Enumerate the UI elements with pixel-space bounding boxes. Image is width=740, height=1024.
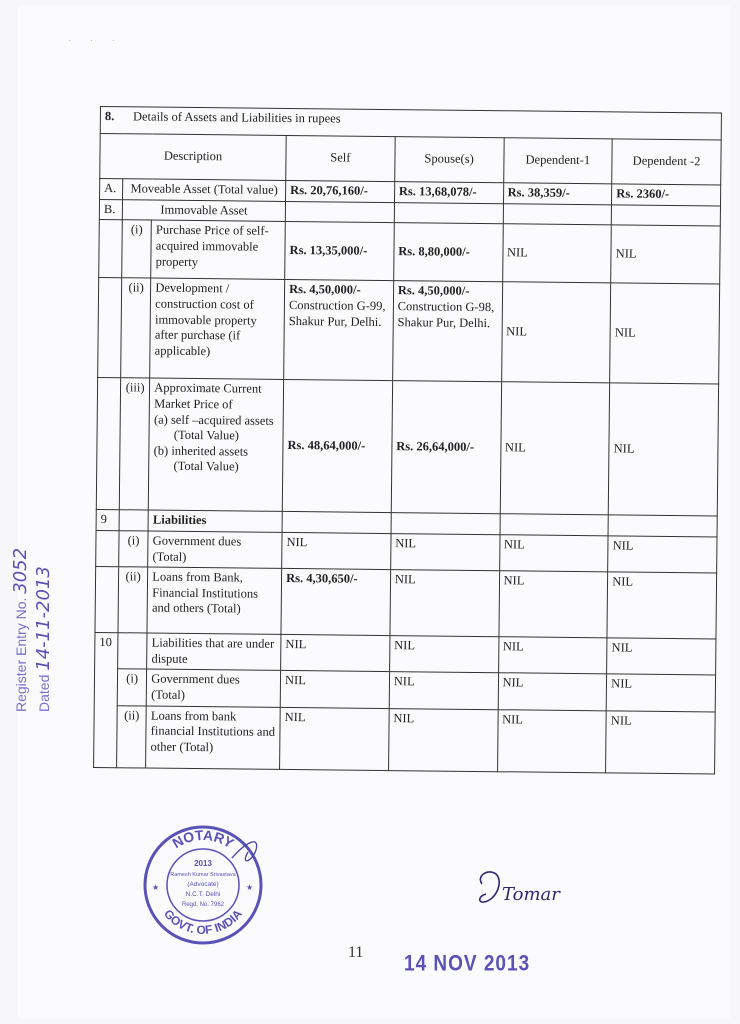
liabilities-row-loans (95, 567, 717, 639)
loans-spouse: NIL (390, 570, 499, 637)
svg-text:Tomar: Tomar (502, 884, 560, 905)
market-price-item-a-total: (Total Value) (173, 427, 240, 443)
disputed-spouse: NIL (389, 636, 498, 673)
disputed-gov-spouse: NIL (389, 672, 498, 709)
moveable-spouse: Rs. 13,68,078/- (394, 182, 503, 204)
header-row (100, 134, 721, 186)
notary-place: N.C.T. Delhi (185, 891, 221, 898)
row-description: Government dues (Total) (146, 669, 280, 707)
purchase-self: Rs. 13,35,000/- (285, 222, 394, 281)
row-sub-label: (i) (122, 220, 152, 278)
row-description: Loans from Bank, Financial Institutions and others (Total) (147, 567, 281, 634)
liabilities-title: Liabilities (148, 510, 282, 532)
moveable-self: Rs. 20,76,160/- (286, 180, 395, 202)
notary-name: Ramesh Kumar Srivastava (170, 872, 236, 878)
disputed-loans-dependent-1: NIL (497, 709, 606, 772)
register-entry-stamp (10, 548, 55, 712)
development-self-amount: Rs. 4,50,000/- (289, 282, 361, 297)
notary-top-text: NOTARY (169, 826, 237, 852)
gov-dues-self: NIL (282, 532, 391, 569)
notary-year: 2013 (194, 859, 212, 868)
market-price-description (149, 378, 284, 511)
immovable-row-purchase (99, 220, 721, 284)
purchase-dependent-2: NIL (611, 225, 720, 284)
development-spouse (392, 281, 502, 382)
header-dependent-2: Dependent -2 (612, 139, 721, 185)
immovable-description: Immovable Asset (122, 199, 285, 221)
disputed-number: 10 (94, 633, 118, 768)
development-dependent-1: NIL (501, 282, 611, 383)
disputed-dependent-2: NIL (607, 638, 716, 675)
purchase-spouse: Rs. 8,80,000/- (393, 223, 502, 282)
row-sub-label: (ii) (121, 278, 151, 378)
disputed-gov-self: NIL (280, 671, 389, 708)
liabilities-number: 9 (96, 510, 119, 531)
register-dated-value: 14-11-2013 (32, 566, 54, 671)
development-self (284, 280, 394, 381)
moveable-dependent-2: Rs. 2360/- (612, 184, 721, 206)
star-icon: ★ (246, 883, 254, 892)
disputed-loans-spouse: NIL (388, 708, 497, 771)
market-price-dependent-2: NIL (608, 383, 718, 516)
immovable-row-development (98, 278, 720, 384)
signature (474, 866, 586, 916)
row-sub-label: (i) (119, 531, 149, 568)
disputed-gov-dependent-2: NIL (606, 674, 715, 711)
row-sub-label: (iii) (119, 378, 150, 510)
development-spouse-amount: Rs. 4,50,000/- (397, 283, 470, 299)
development-dependent-2: NIL (610, 283, 720, 384)
disputed-self: NIL (281, 635, 390, 672)
loans-dependent-2: NIL (607, 572, 716, 639)
market-price-item-b: (b) inherited assets (153, 443, 249, 459)
star-icon: ★ (152, 883, 160, 892)
scan-specks: · · · (68, 36, 123, 47)
disputed-dependent-1: NIL (498, 637, 607, 674)
market-price-item-b-total: (Total Value) (173, 459, 239, 474)
purchase-dependent-1: NIL (502, 224, 611, 283)
header-self: Self (286, 135, 395, 181)
gov-dues-dependent-2: NIL (608, 536, 717, 573)
row-sub-label: (ii) (118, 567, 148, 633)
assets-table-sheet (93, 106, 722, 774)
moveable-label: A. (100, 179, 123, 200)
notary-bottom-text: GOVT. OF INDIA (160, 906, 246, 938)
row-sub-label: (i) (117, 669, 147, 706)
development-spouse-note: Construction G-98, Shakur Pur, Delhi. (397, 299, 495, 330)
moveable-dependent-1: Rs. 38,359/- (503, 183, 612, 205)
row-sub-label (118, 633, 148, 670)
header-spouse: Spouse(s) (395, 137, 504, 183)
disputed-gov-dependent-1: NIL (498, 673, 607, 710)
assets-liabilities-table (93, 106, 722, 774)
market-price-spouse: Rs. 26,64,000/- (391, 381, 501, 514)
disputed-loans-self: NIL (280, 707, 389, 770)
gov-dues-spouse: NIL (390, 533, 499, 570)
market-price-dependent-1: NIL (500, 382, 610, 515)
document-page (18, 6, 730, 1018)
header-dependent-1: Dependent-1 (503, 138, 612, 184)
row-description: Development / construction cost of immovable property after purchase (if applicable) (150, 278, 285, 379)
market-price-self: Rs. 48,64,000/- (282, 380, 392, 513)
disputed-loans-dependent-2: NIL (606, 710, 715, 773)
register-entry-value: 3052 (10, 547, 31, 594)
loans-self: Rs. 4,30,650/- (281, 569, 390, 636)
page-mark: 11 (348, 944, 364, 961)
register-dated-label: Dated (35, 674, 52, 712)
section-number: 8. (104, 109, 115, 124)
immovable-label: B. (99, 199, 122, 220)
disputed-row-loans (94, 705, 716, 773)
row-sub-label: (ii) (117, 705, 147, 767)
register-entry-label: Register Entry No. (13, 597, 29, 712)
notary-regd: Regd. No. 7962 (181, 902, 225, 908)
gov-dues-dependent-1: NIL (499, 535, 608, 572)
development-self-note: Construction G-99, Shakur Pur, Delhi. (288, 297, 386, 329)
section-title: Details of Assets and Liabilities in rupees (132, 109, 341, 126)
row-description: Loans from bank financial Institutions and other (Total) (146, 706, 280, 769)
notary-seal (140, 822, 266, 948)
loans-dependent-1: NIL (498, 571, 607, 638)
row-description: Purchase Price of self-acquired immovable property (151, 220, 285, 279)
date-stamp: 14 NOV 2013 (404, 952, 531, 977)
row-description: Government dues (Total) (148, 531, 282, 569)
immovable-row-market-price (96, 378, 718, 516)
moveable-description: Moveable Asset (Total value) (123, 179, 286, 201)
market-price-item-a: (a) self –acquired assets (153, 412, 274, 428)
header-description: Description (100, 134, 287, 181)
market-price-title: Approximate Current Market Price of (154, 380, 262, 412)
notary-role: (Advocate) (187, 881, 219, 888)
row-description: Liabilities that are under dispute (147, 633, 281, 671)
